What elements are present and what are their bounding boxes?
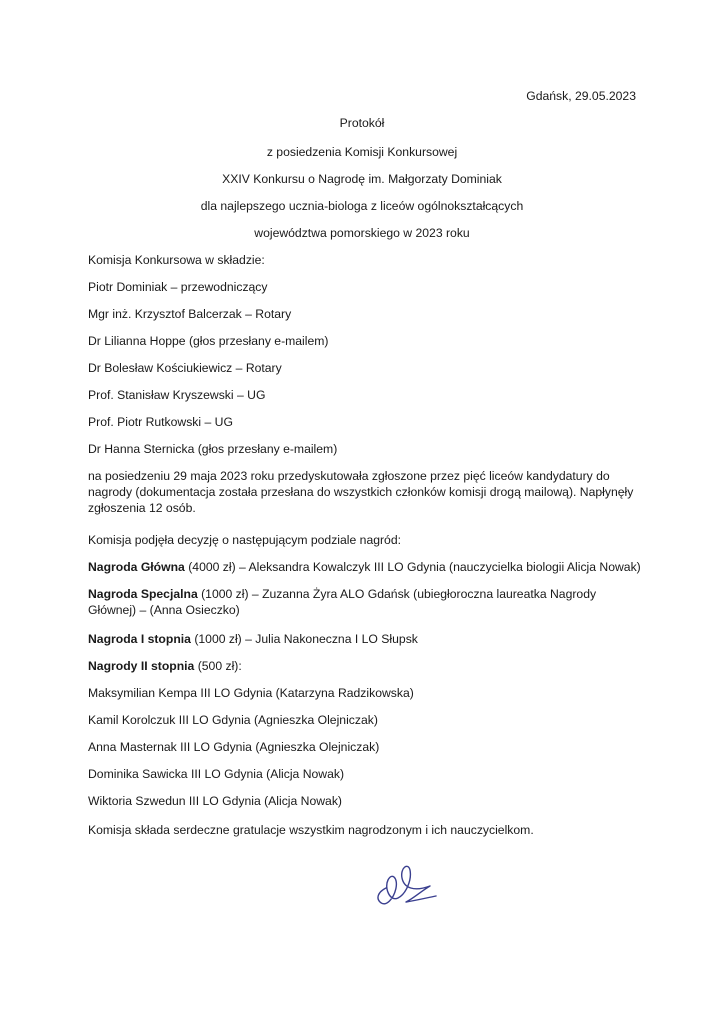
decision-intro: Komisja podjęła decyzję o następującym podziale nagród:: [88, 533, 402, 547]
award-second: [88, 658, 640, 674]
committee-member: Prof. Stanisław Kryszewski – UG: [88, 388, 266, 402]
award-second-label: Nagrody II stopnia: [88, 659, 195, 673]
award-second-winner: Dominika Sawicka III LO Gdynia (Alicja Nowak): [88, 767, 345, 781]
award-second-text: (500 zł):: [194, 659, 242, 673]
signature-icon: [370, 858, 442, 914]
body-paragraph: na posiedzeniu 29 maja 2023 roku przedyskutowała zgłoszone przez pięć liceów kandydatury do nagrody (dokumentacja została przesłana do wszystkich członków komisji drogą mailową). Napłynęły zgłoszenia 12 osób.: [88, 469, 634, 515]
award-special: [88, 586, 640, 618]
doc-subtitle-3: dla najlepszego ucznia-biologa z liceów ogólnokształcących: [200, 199, 524, 213]
doc-subtitle-1: z posiedzenia Komisji Konkursowej: [266, 145, 458, 159]
award-first-label: Nagroda I stopnia: [88, 632, 191, 646]
award-first-text: (1000 zł) – Julia Nakoneczna I LO Słupsk: [190, 632, 418, 646]
closing-text: Komisja składa serdeczne gratulacje wszystkim nagrodzonym i ich nauczycielkom.: [88, 823, 534, 837]
award-main: [88, 559, 640, 575]
committee-member: Prof. Piotr Rutkowski – UG: [88, 415, 233, 429]
committee-intro: Komisja Konkursowa w składzie:: [88, 253, 265, 267]
award-second-winner: Kamil Korolczuk III LO Gdynia (Agnieszka Olejniczak): [88, 713, 378, 727]
committee-member: Mgr inż. Krzysztof Balcerzak – Rotary: [88, 307, 292, 321]
doc-subtitle-4: województwa pomorskiego w 2023 roku: [254, 226, 470, 240]
place-date: Gdańsk, 29.05.2023: [526, 89, 636, 103]
committee-member: Dr Hanna Sternicka (głos przesłany e-mailem): [88, 442, 338, 456]
doc-subtitle-2: XXIV Konkursu o Nagrodę im. Małgorzaty Dominiak: [222, 172, 502, 186]
committee-member: Piotr Dominiak – przewodniczący: [88, 280, 268, 294]
award-second-winner: Wiktoria Szwedun III LO Gdynia (Alicja Nowak): [88, 794, 342, 808]
award-main-text: (4000 zł) – Aleksandra Kowalczyk III LO Gdynia (nauczycielka biologii Alicja Nowak): [184, 560, 641, 574]
award-special-text: (1000 zł) – Zuzanna Żyra ALO Gdańsk (ubiegłoroczna laureatka Nagrody Głównej) – (Anna Osieczko): [88, 587, 597, 617]
award-main-label: Nagroda Główna: [88, 560, 185, 574]
committee-member: Dr Lilianna Hoppe (głos przesłany e-mailem): [88, 334, 329, 348]
award-first: [88, 631, 640, 647]
award-special-label: Nagroda Specjalna: [88, 587, 198, 601]
committee-member: Dr Bolesław Kościukiewicz – Rotary: [88, 361, 282, 375]
award-second-winner: Maksymilian Kempa III LO Gdynia (Katarzyna Radzikowska): [88, 686, 414, 700]
award-second-winner: Anna Masternak III LO Gdynia (Agnieszka Olejniczak): [88, 740, 380, 754]
doc-title: Protokół: [339, 116, 385, 130]
